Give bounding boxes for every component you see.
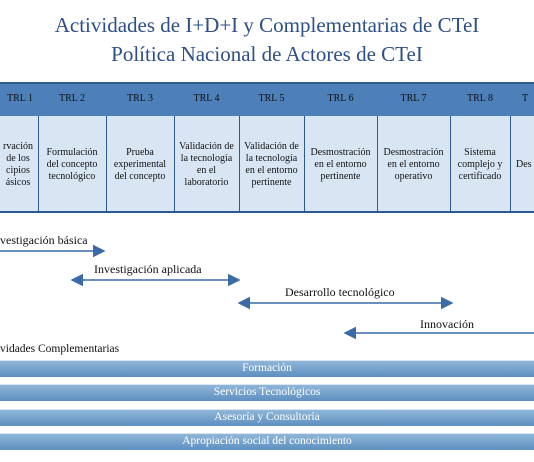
trl-desc-1: rvación de los cipios ásicos — [3, 140, 33, 188]
phase-applied-research: Investigación aplicada — [94, 262, 202, 276]
trl-desc-4: Validación de la tecnología en el laboratorio — [179, 140, 234, 188]
bar-apropiacion-social-label: Apropiación social del conocimiento — [182, 435, 352, 447]
trl-label-5: TRL 5 — [258, 93, 285, 104]
trl-desc-6: Desmostración en el entorno pertinente — [310, 146, 371, 182]
trl-desc-8: Sistema complejo y certificado — [457, 146, 503, 182]
trl-label-2: TRL 2 — [58, 93, 85, 104]
bar-formacion-label: Formación — [242, 362, 292, 374]
trl-label-7: TRL 7 — [400, 93, 427, 104]
phase-basic-research: vestigación básica — [0, 233, 88, 247]
trl-label-8: TRL 8 — [466, 93, 493, 104]
trl-label-6: TRL 6 — [327, 93, 354, 104]
title-line-1: Actividades de I+D+I y Complementarias de CTeI — [54, 13, 480, 37]
phase-tech-development: Desarrollo tecnológico — [285, 285, 395, 299]
trl-desc-5: Validación de la tecnología en el entorno pertinente — [244, 140, 299, 188]
trl-label-1: TRL 1 — [6, 93, 33, 104]
trl-desc-9: Des — [516, 158, 532, 170]
bar-asesoria-consultoria-label: Asesoría y Consultoría — [214, 411, 320, 423]
trl-label-9: T — [522, 93, 529, 104]
complementary-activities-title: vidades Complementarias — [0, 343, 120, 355]
trl-label-4: TRL 4 — [193, 93, 220, 104]
trl-desc-2: Formulación del concepto tecnológico — [46, 146, 98, 182]
bar-servicios-tecnologicos-label: Servicios Tecnológicos — [213, 386, 321, 398]
trl-desc-3: Prueba experimental del concepto — [113, 146, 167, 182]
title-line-2: Política Nacional de Actores de CTeI — [111, 42, 423, 66]
trl-desc-7: Desmostración en el entorno operativo — [383, 146, 444, 182]
phase-innovation: Innovación — [420, 317, 474, 331]
trl-label-3: TRL 3 — [126, 93, 153, 104]
